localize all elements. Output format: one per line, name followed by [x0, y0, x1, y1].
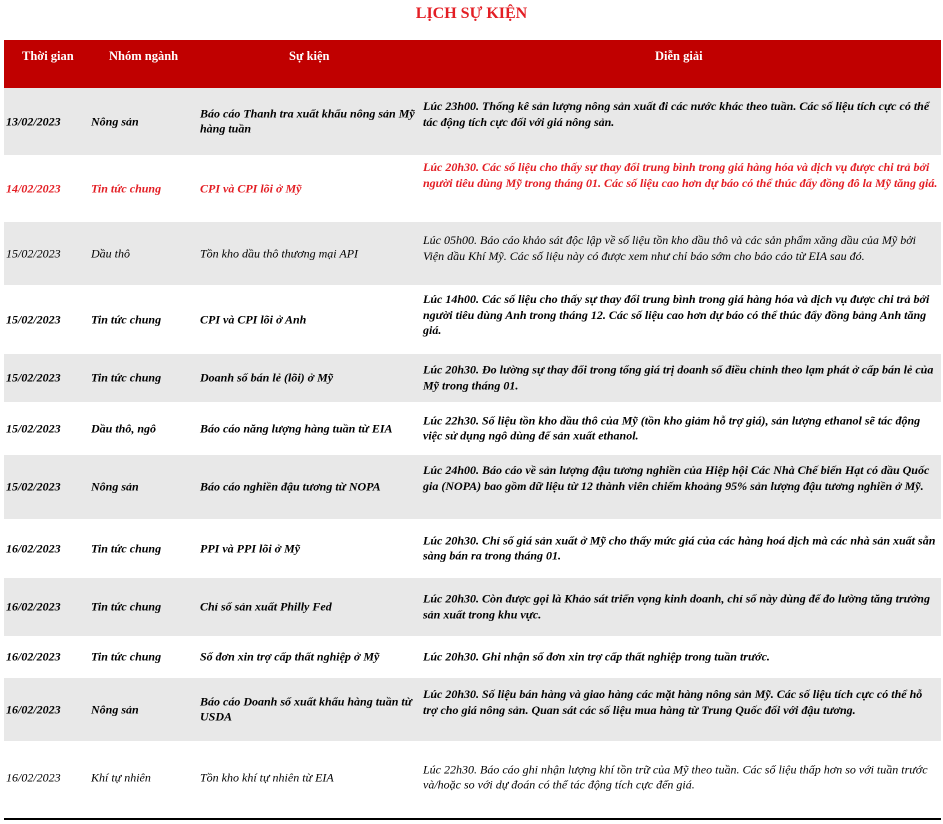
header-description: Diễn giải [655, 49, 703, 63]
row-event: CPI và CPI lõi ở Anh [200, 311, 307, 326]
table-row [4, 578, 941, 636]
row-event: Tồn kho dầu thô thương mại API [200, 245, 359, 260]
header-event: Sự kiện [289, 49, 330, 63]
row-date: 15/02/2023 [6, 311, 61, 326]
header-sector: Nhóm ngành [109, 49, 179, 63]
table-row [4, 285, 941, 354]
row-sector: Tin tức chung [91, 311, 162, 326]
row-description: Lúc 14h00. Các số liệu cho thấy sự thay đổi trung bình trong giá hàng hóa và dịch vụ được chi trả bởi người tiêu dùng Anh trong tháng 12. Các số liệu cao hơn dự báo có thể thúc đẩy đồng bảng Anh tăng giá. [423, 292, 930, 337]
row-date: 16/02/2023 [6, 701, 61, 716]
row-sector: Tin tức chung [91, 540, 162, 555]
row-description: Lúc 20h30. Đo lường sự thay đổi trong tổng giá trị doanh số điều chỉnh theo lạm phát ở cấp bán lẻ của Mỹ trong tháng 01. [423, 362, 934, 392]
row-sector: Nông sản [91, 113, 139, 128]
row-description: Lúc 20h30. Chỉ số giá sản xuất ở Mỹ cho thấy mức giá của các hàng hoá dịch mà các nhà sản xuất sẵn sàng bán ra trong tháng 01. [423, 533, 936, 563]
row-date: 15/02/2023 [6, 370, 61, 385]
page-title: LỊCH SỰ KIỆN [415, 5, 528, 22]
table-row [4, 222, 941, 285]
table-row [4, 402, 941, 455]
row-event: Chỉ số sản xuất Philly Fed [200, 599, 332, 614]
row-description: Lúc 20h30. Các số liệu cho thấy sự thay đổi trung bình trong giá hàng hóa và dịch vụ được chi trả bởi người tiêu dùng Mỹ trong tháng 01. Các số liệu cao hơn dự báo có thể thúc đẩy đồng đô la Mỹ tăng giá. [423, 160, 938, 190]
table-row [4, 678, 941, 741]
row-sector: Tin tức chung [91, 599, 162, 614]
row-description: Lúc 22h30. Số liệu tồn kho dầu thô của Mỹ (tồn kho giảm hỗ trợ giá), sản lượng ethanol sẽ tác động việc sử dụng ngô dùng để sản xuất ethanol. [423, 413, 921, 443]
row-event: Tồn kho khí tự nhiên từ EIA [200, 769, 334, 784]
row-description: Lúc 05h00. Báo cáo khảo sát độc lập về số liệu tồn kho dầu thô và các sản phẩm xăng dầu của Mỹ bởi Viện dầu Khí Mỹ. Các số liệu này có được xem như chỉ báo sớm cho báo cáo từ EIA sau đó. [423, 233, 916, 263]
row-event: CPI và CPI lõi ở Mỹ [200, 180, 302, 195]
table-header [4, 40, 941, 88]
table-row [4, 741, 941, 814]
row-date: 16/02/2023 [6, 769, 61, 784]
header-time: Thời gian [22, 49, 74, 63]
row-description: Lúc 20h30. Ghi nhận số đơn xin trợ cấp thất nghiệp trong tuần trước. [423, 649, 770, 664]
row-sector: Khí tự nhiên [91, 769, 151, 784]
row-sector: Tin tức chung [91, 370, 162, 385]
row-event: Doanh số bán lẻ (lõi) ở Mỹ [200, 370, 334, 385]
row-sector: Nông sản [91, 479, 139, 494]
row-date: 15/02/2023 [6, 479, 61, 494]
table-bottom-rule [4, 818, 941, 820]
row-description: Lúc 20h30. Còn được gọi là Khảo sát triển vọng kinh doanh, chỉ số này dùng để đo lường tăng trưởng sản xuất trong khu vực. [423, 591, 930, 621]
row-description: Lúc 20h30. Số liệu bán hàng và giao hàng các mặt hàng nông sản Mỹ. Các số liệu tích cực có thể hỗ trợ cho giá nông sản. Quan sát các số liệu mua hàng từ Trung Quốc đối với đậu tương. [423, 687, 923, 717]
row-description: Lúc 22h30. Báo cáo ghi nhận lượng khí tồn trữ của Mỹ theo tuần. Các số liệu thấp hơn so với tuần trước và/hoặc so với dự đoán có thể tác động tích cực đến giá. [423, 762, 928, 792]
row-date: 16/02/2023 [6, 649, 61, 664]
row-sector: Dầu thô, ngô [91, 420, 157, 435]
table-row [4, 354, 941, 402]
table-row-highlighted [4, 155, 941, 222]
row-date: 15/02/2023 [6, 245, 61, 260]
row-sector: Tin tức chung [91, 180, 162, 195]
row-event: Số đơn xin trợ cấp thất nghiệp ở Mỹ [200, 649, 380, 664]
row-date: 15/02/2023 [6, 420, 61, 435]
row-event: Báo cáo nghiền đậu tương từ NOPA [200, 479, 381, 494]
row-date: 14/02/2023 [6, 180, 61, 195]
row-date: 16/02/2023 [6, 599, 61, 614]
table-row [4, 455, 941, 519]
row-event: Báo cáo Thanh tra xuất khẩu nông sản Mỹ hàng tuần [200, 106, 415, 136]
row-date: 16/02/2023 [6, 540, 61, 555]
row-event: PPI và PPI lõi ở Mỹ [200, 540, 301, 555]
table-row [4, 519, 941, 578]
event-table-body [4, 88, 941, 814]
row-sector: Tin tức chung [91, 649, 162, 664]
row-sector: Dầu thô [91, 245, 130, 260]
row-date: 13/02/2023 [6, 113, 61, 128]
table-row [4, 636, 941, 678]
row-description: Lúc 24h00. Báo cáo về sản lượng đậu tương nghiền của Hiệp hội Các Nhà Chế biến Hạt có dầu Quốc gia (NOPA) bao gồm dữ liệu từ 12 thành viên chiếm khoảng 95% sản lượng đậu tương nghiền ở Mỹ. [423, 463, 930, 493]
row-sector: Nông sản [91, 701, 139, 716]
row-event: Báo cáo năng lượng hàng tuần từ EIA [200, 420, 393, 435]
table-row [4, 88, 941, 155]
row-event: Báo cáo Doanh số xuất khẩu hàng tuần từ USDA [200, 694, 412, 724]
row-description: Lúc 23h00. Thống kê sản lượng nông sản xuất đi các nước khác theo tuần. Các số liệu tích cực có thể tác động tích cực đối với giá nông sản. [423, 99, 930, 129]
